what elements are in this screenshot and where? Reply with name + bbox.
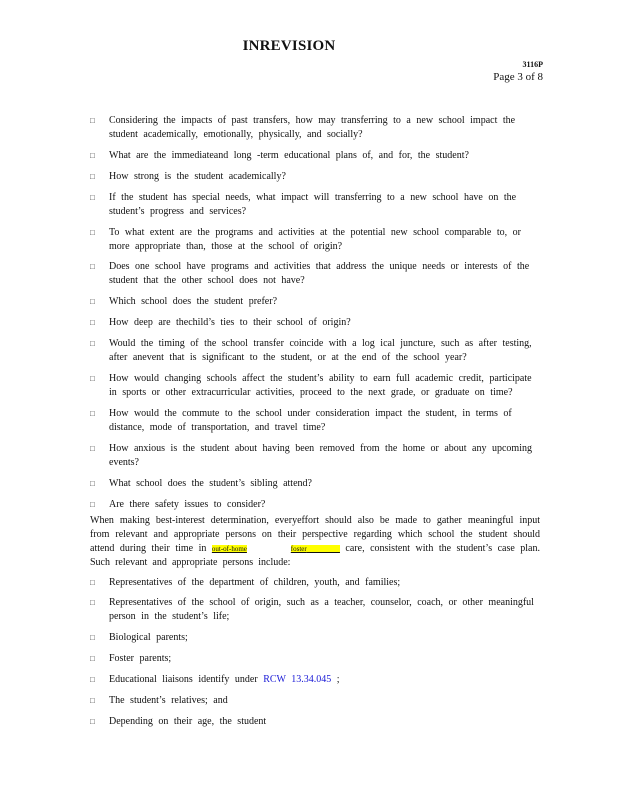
list-item bbox=[90, 576, 540, 590]
body-paragraph bbox=[90, 514, 540, 570]
bullet-icon: □ bbox=[90, 478, 95, 488]
question-list bbox=[90, 114, 540, 512]
list-item bbox=[90, 337, 540, 365]
bullet-icon: □ bbox=[90, 499, 95, 509]
highlight-spacer bbox=[307, 545, 340, 553]
list-item-text: How anxious is the student about having been removed from the home or about any upcoming events? bbox=[109, 442, 532, 468]
list-item bbox=[90, 170, 540, 184]
list-item-text: Foster parents; bbox=[109, 653, 172, 665]
list-item-text bbox=[109, 674, 340, 685]
list-item bbox=[90, 114, 540, 142]
list-item-text: Representatives of the school of origin, such as a teacher, counselor, coach, or other meaningful person in the student’s life; bbox=[109, 597, 534, 623]
list-item-text: The student’s relatives; and bbox=[109, 695, 228, 707]
list-item bbox=[90, 498, 540, 512]
highlighted-text: out-of-home bbox=[211, 544, 247, 553]
list-item-text: Biological parents; bbox=[109, 632, 188, 644]
list-item-text: Would the timing of the school transfer coincide with a log ical juncture, such as after testing, after anevent that is significant to the student, or at the end of the school year? bbox=[109, 338, 532, 364]
list-item bbox=[90, 295, 540, 309]
policy-code: 3116P bbox=[522, 60, 543, 69]
rcw-link[interactable]: RCW 13.34.045 bbox=[263, 674, 332, 686]
list-item bbox=[90, 442, 540, 470]
bullet-icon: □ bbox=[90, 171, 95, 181]
list-item-text-part: ; bbox=[331, 674, 340, 686]
page-number: Page 3 of 8 bbox=[493, 71, 543, 83]
list-item bbox=[90, 715, 540, 729]
bullet-icon: □ bbox=[90, 374, 95, 384]
bullet-icon: □ bbox=[90, 577, 95, 587]
list-item-text: If the student has special needs, what impact will transferring to a new school have on the student’s progress and services? bbox=[109, 191, 517, 217]
bullet-icon: □ bbox=[90, 297, 95, 307]
document-body bbox=[90, 114, 540, 736]
list-item bbox=[90, 652, 540, 666]
bullet-icon: □ bbox=[90, 654, 95, 664]
list-item-text: Are there safety issues to consider? bbox=[109, 498, 266, 510]
list-item bbox=[90, 316, 540, 330]
bullet-icon: □ bbox=[90, 318, 95, 328]
bullet-icon: □ bbox=[90, 716, 95, 726]
list-item-text: How deep are thechild’s ties to their school of origin? bbox=[109, 317, 351, 329]
list-item bbox=[90, 407, 540, 435]
list-item bbox=[90, 191, 540, 219]
list-item-text: What school does the student’s sibling attend? bbox=[109, 477, 312, 489]
list-item-text: Considering the impacts of past transfers, how may transferring to a new school impact the student academically, emotionally, physically, and socially? bbox=[109, 115, 516, 140]
list-item bbox=[90, 149, 540, 163]
bullet-icon: □ bbox=[90, 598, 95, 608]
bullet-icon: □ bbox=[90, 192, 95, 202]
list-item bbox=[90, 631, 540, 645]
list-item bbox=[90, 260, 540, 288]
bullet-icon: □ bbox=[90, 116, 95, 125]
list-item bbox=[90, 694, 540, 708]
highlighted-text: foster bbox=[290, 544, 307, 553]
list-item bbox=[90, 477, 540, 491]
bullet-icon: □ bbox=[90, 696, 95, 706]
list-item-text-part: Educational liaisons identify under bbox=[109, 674, 264, 686]
persons-list bbox=[90, 576, 540, 729]
bullet-icon: □ bbox=[90, 227, 95, 237]
list-item-text: What are the immediateand long -term educational plans of, and for, the student? bbox=[109, 149, 469, 161]
bullet-icon: □ bbox=[90, 675, 95, 685]
list-item-text: Representatives of the department of children, youth, and families; bbox=[109, 576, 401, 588]
bullet-icon: □ bbox=[90, 633, 95, 643]
bullet-icon: □ bbox=[90, 262, 95, 272]
list-item-text: How strong is the student academically? bbox=[109, 170, 286, 182]
list-item bbox=[90, 372, 540, 400]
bullet-icon: □ bbox=[90, 443, 95, 453]
bullet-icon: □ bbox=[90, 408, 95, 418]
bullet-icon: □ bbox=[90, 150, 95, 160]
list-item bbox=[90, 673, 540, 687]
list-item bbox=[90, 226, 540, 254]
list-item-text: Does one school have programs and activities that address the unique needs or interests of the student that the other school does not have? bbox=[109, 261, 530, 287]
paragraph-text: When making best-interest determination, everyeffort should also be made to gather meaningful input from relevant and appropriate persons on their perspective regarding which school the student should attend during their time in bbox=[90, 514, 540, 554]
list-item-text: Which school does the student prefer? bbox=[109, 296, 278, 308]
list-item-text: Depending on their age, the student bbox=[109, 715, 267, 727]
list-item-text: How would the commute to the school under consideration impact the student, in terms of distance, mode of transportation, and travel time? bbox=[109, 407, 512, 433]
list-item-text: How would changing schools affect the student’s ability to earn full academic credit, participate in sports or other extracurricular activities, proceed to the next grade, or graduate on time? bbox=[109, 373, 532, 399]
bullet-icon: □ bbox=[90, 339, 95, 349]
list-item-text: To what extent are the programs and activities at the potential new school comparable to, or more appropriate than, those at the school of origin? bbox=[109, 226, 521, 252]
document-title: INREVISION bbox=[242, 38, 336, 54]
list-item bbox=[90, 596, 540, 624]
paragraph-text: care, consistent with the student’s case plan. Such relevant and appropriate persons include: bbox=[90, 542, 540, 568]
